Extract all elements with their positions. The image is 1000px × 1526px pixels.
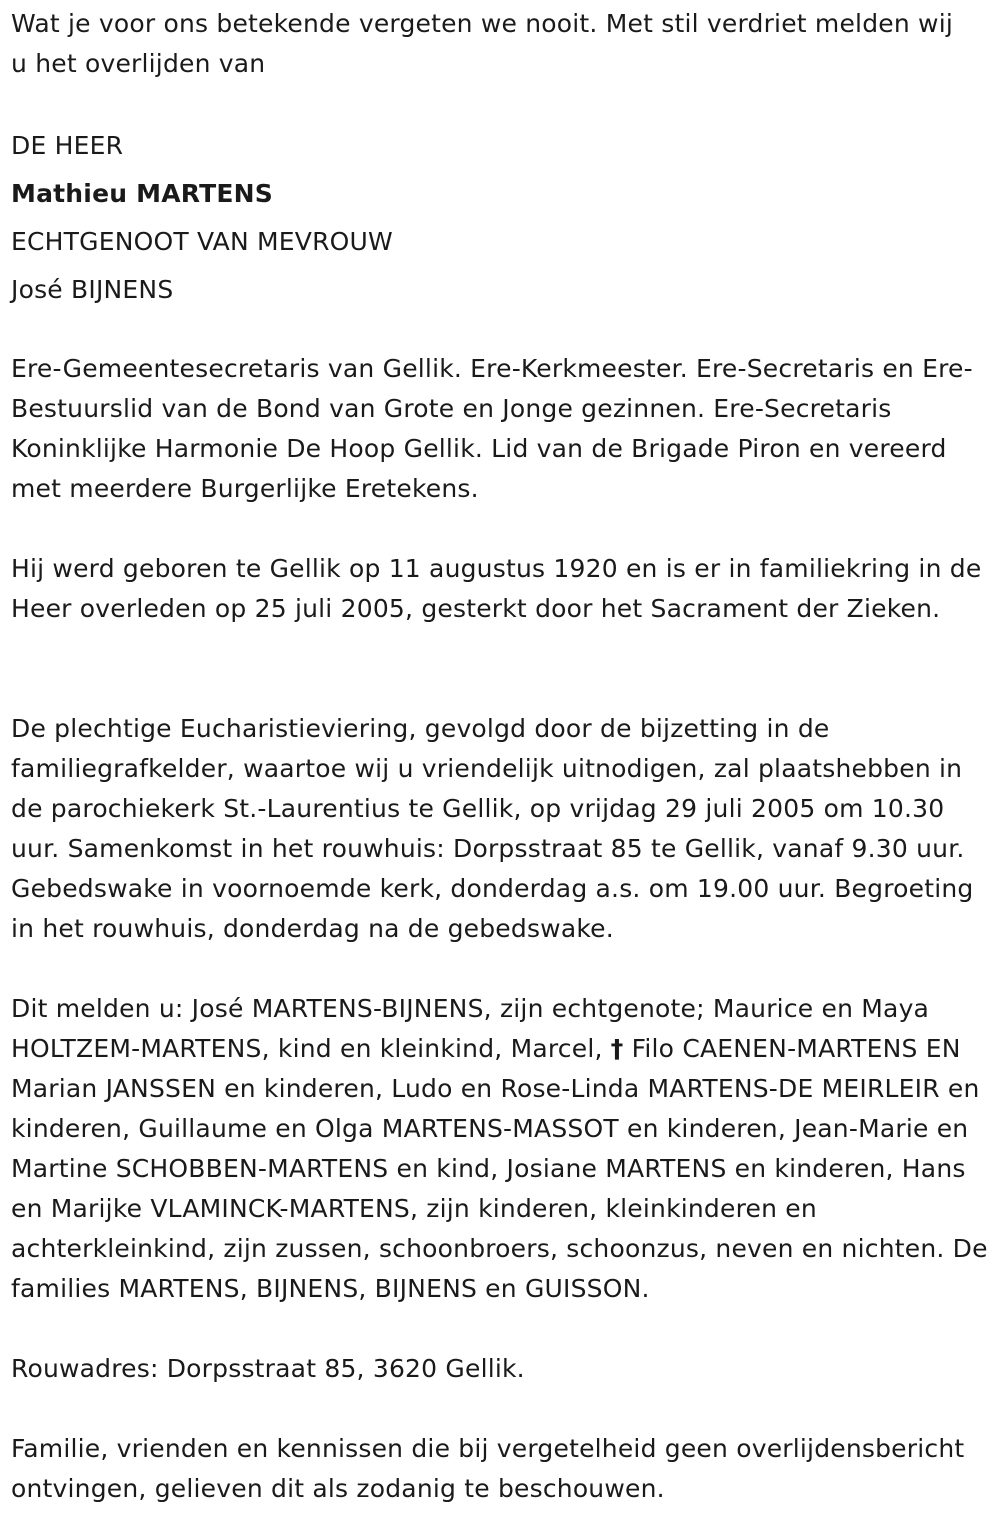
closing-notice: Familie, vrienden en kennissen die bij vergetelheid geen overlijdensbericht ontvingen, gelieven dit als zodanig te beschouwen. xyxy=(11,1434,965,1503)
cross-icon: † xyxy=(610,1034,624,1063)
relation-line: ECHTGENOOT VAN MEVROUW xyxy=(11,227,393,256)
family-text-part-2: Filo CAENEN-MARTENS EN Marian JANSSEN en kinderen, Ludo en Rose-Linda MARTENS-DE MEIRLEIR en kinderen, Guillaume en Olga MARTENS-MASSOT en kinderen, Jean-Marie en Martine SCHOBBEN-MARTENS en kind, Josiane MARTENS en kinderen, Hans en Marijke VLAMINCK-MARTENS, zijn kinderen, kleinkinderen en achterkleinkind, zijn zussen, schoonbroers, schoonzus, neven en nichten. De families MARTENS, BIJNENS, BIJNENS en GUISSON. xyxy=(11,1034,988,1303)
honors-paragraph: Ere-Gemeentesecretaris van Gellik. Ere-Kerkmeester. Ere-Secretaris en Ere-Bestuurslid van de Bond van Grote en Jonge gezinnen. Ere-Secretaris Koninklijke Harmonie De Hoop Gellik. Lid van de Brigade Piron en vereerd met meerdere Burgerlijke Eretekens. xyxy=(11,354,973,503)
title-line: DE HEER xyxy=(11,131,124,160)
family-text-part-1: Dit melden u: José MARTENS-BIJNENS, zijn echtgenote; Maurice en Maya HOLTZEM-MARTENS, kind en kleinkind, Marcel, xyxy=(11,994,930,1063)
mourning-address: Rouwadres: Dorpsstraat 85, 3620 Gellik. xyxy=(11,1354,525,1383)
funeral-service-paragraph: De plechtige Eucharistieviering, gevolgd door de bijzetting in de familiegrafkelder, waartoe wij u vriendelijk uitnodigen, zal plaatshebben in de parochiekerk St.-Laurentius te Gellik, op vrijdag 29 juli 2005 om 10.30 uur. Samenkomst in het rouwhuis: Dorpsstraat 85 te Gellik, vanaf 9.30 uur. Gebedswake in voornoemde kerk, donderdag a.s. om 19.00 uur. Begroeting in het rouwhuis, donderdag na de gebedswake. xyxy=(11,714,974,943)
family-paragraph xyxy=(11,989,991,1309)
birth-death-paragraph: Hij werd geboren te Gellik op 11 augustus 1920 en is er in familiekring in de Heer overleden op 25 juli 2005, gesterkt door het Sacrament der Zieken. xyxy=(11,554,982,623)
deceased-name: Mathieu MARTENS xyxy=(11,179,273,208)
spouse-name: José BIJNENS xyxy=(11,275,174,304)
intro-paragraph: Wat je voor ons betekende vergeten we nooit. Met stil verdriet melden wij u het overlijden van xyxy=(11,9,953,78)
